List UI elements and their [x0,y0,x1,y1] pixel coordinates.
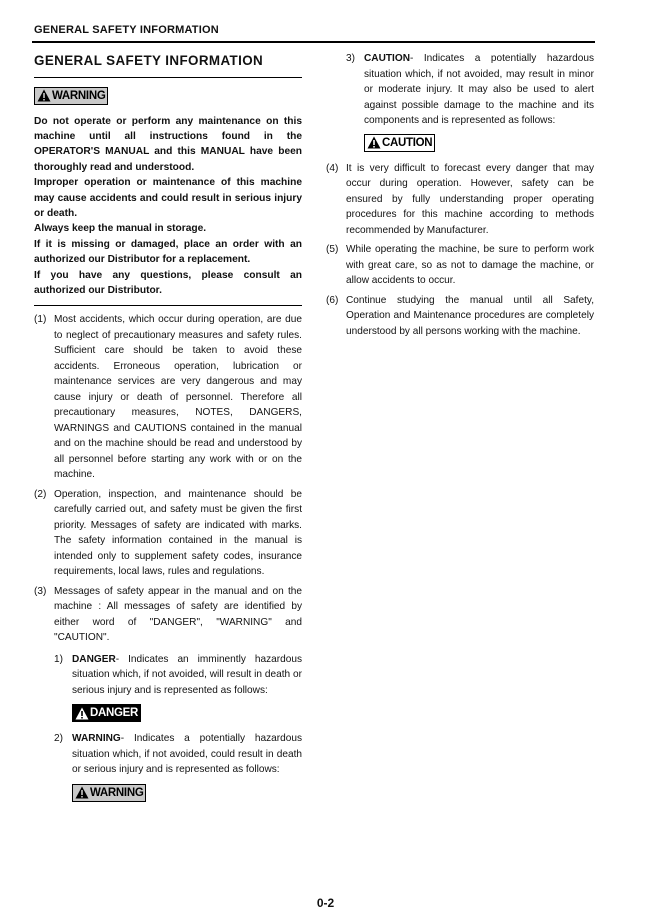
page-number: 0-2 [316,896,335,910]
sub-item-number: 1) [54,653,63,665]
warning-paragraph: If you have any questions, please consult an authorized our Distributor. [34,269,302,296]
section-title: GENERAL SAFETY INFORMATION [34,53,264,68]
list-item [326,293,594,340]
sub-item-desc: - Indicates a potentially hazardous situation which, if not avoided, may result in minor or moderate injury. It may also be used to alert against possible damage to the machine and its components and is represented as follows: [364,53,594,126]
caution-triangle-icon [367,136,381,149]
warning-badge-label: WARNING [52,89,106,102]
header-rule [32,41,595,43]
item-number: (1) [34,314,47,326]
caution-badge-wrap [364,134,594,155]
list-item [326,161,594,239]
list-item [326,242,594,289]
warning-paragraph: Always keep the manual in storage. [34,223,207,235]
sub-item-desc: - Indicates an imminently hazardous situation which, if not avoided, will result in death or serious injury and is represented as follows: [72,653,302,696]
caution-badge-label: CAUTION [382,136,433,149]
list-item [34,487,302,580]
warning-badge-label: WARNING [90,786,144,799]
left-column [34,50,302,811]
warning-badge-wrap-2 [72,784,302,805]
item-number: (3) [34,585,47,597]
danger-triangle-icon [75,707,89,720]
warning-badge [34,87,108,105]
sub-item [54,652,302,699]
right-column [326,51,594,339]
list-item [34,584,302,646]
danger-badge-wrap [72,704,302,725]
caution-badge [364,134,435,152]
sub-item-term: CAUTION [364,53,410,64]
warning-paragraph: Do not operate or perform any maintenance on this machine until all instructions found in the OPERATOR'S MANUAL and this MANUAL have been thoroughly read and understood. [34,115,302,173]
sub-item-term: DANGER [72,653,116,665]
sub-item-number: 2) [54,733,63,745]
sub-item-text [72,731,302,778]
warning-paragraph: If it is missing or damaged, place an order with an authorized our Distributor for a replacement. [34,238,302,266]
warning-paragraph: Improper operation or maintenance of this machine may cause accidents and could result in serious injury or death. [34,177,302,219]
item-number: (2) [34,488,47,500]
sub-item-desc: - Indicates a potentially hazardous situation which, if not avoided, could result in death or serious injury and is represented as follows: [72,733,302,776]
item-text: Operation, inspection, and maintenance should be carefully carried out, and safety must be given the first priority. Messages of safety are indicated with marks. The safety information contained in the manual is intended only to supplement safety codes, insurance requirements, local laws, rules and regulations. [54,488,302,578]
item-text: Messages of safety appear in the manual and on the machine : All messages of safety are identified by either word of "DANGER", "WARNING" and "CAUTION". [54,585,302,644]
sub-item [54,731,302,778]
warning-triangle-icon [75,786,89,799]
warning-rule [34,305,302,306]
list-item [34,312,302,483]
danger-badge [72,704,141,722]
sub-item-term: WARNING [72,733,121,745]
item-text: Most accidents, which occur during operation, are due to neglect of precautionary measures and safety rules. Sufficient care should be taken to avoid these accidents. Erroneous operation, lubrication or maintenance services are very dangerous and may cause injury or death of personnel. Therefore all precautionary measures, NOTES, DANGERS, WARNINGS and CAUTIONS contained in the manual and on the machine should be read and understood by all personnel before starting any work with or on the machine. [54,314,302,481]
sub-item [346,51,594,129]
item-number: (4) [326,162,339,174]
item-number: (5) [326,244,339,255]
running-header: GENERAL SAFETY INFORMATION [34,24,219,36]
item-text: It is very difficult to forecast every danger that may occur during operation. However, safety can be ensured by fully understanding proper operating procedures for this machine according to methods recommended by Manufacturer. [346,162,594,236]
warning-badge-2 [72,784,146,802]
sub-item-text [364,51,594,129]
sub-item-number: 3) [346,53,355,64]
warning-badge-wrap [34,87,302,108]
sub-item-text [72,652,302,699]
item-text: Continue studying the manual until all Safety, Operation and Maintenance procedures are completely understood by all persons working with the machine. [346,294,594,337]
warning-block [34,114,302,299]
title-rule [34,77,302,78]
danger-badge-label: DANGER [90,707,139,720]
warning-triangle-icon [37,89,51,102]
item-number: (6) [326,294,339,306]
item-text: While operating the machine, be sure to perform work with great care, so as not to damage the machine, or allow accidents to occur. [346,244,594,286]
